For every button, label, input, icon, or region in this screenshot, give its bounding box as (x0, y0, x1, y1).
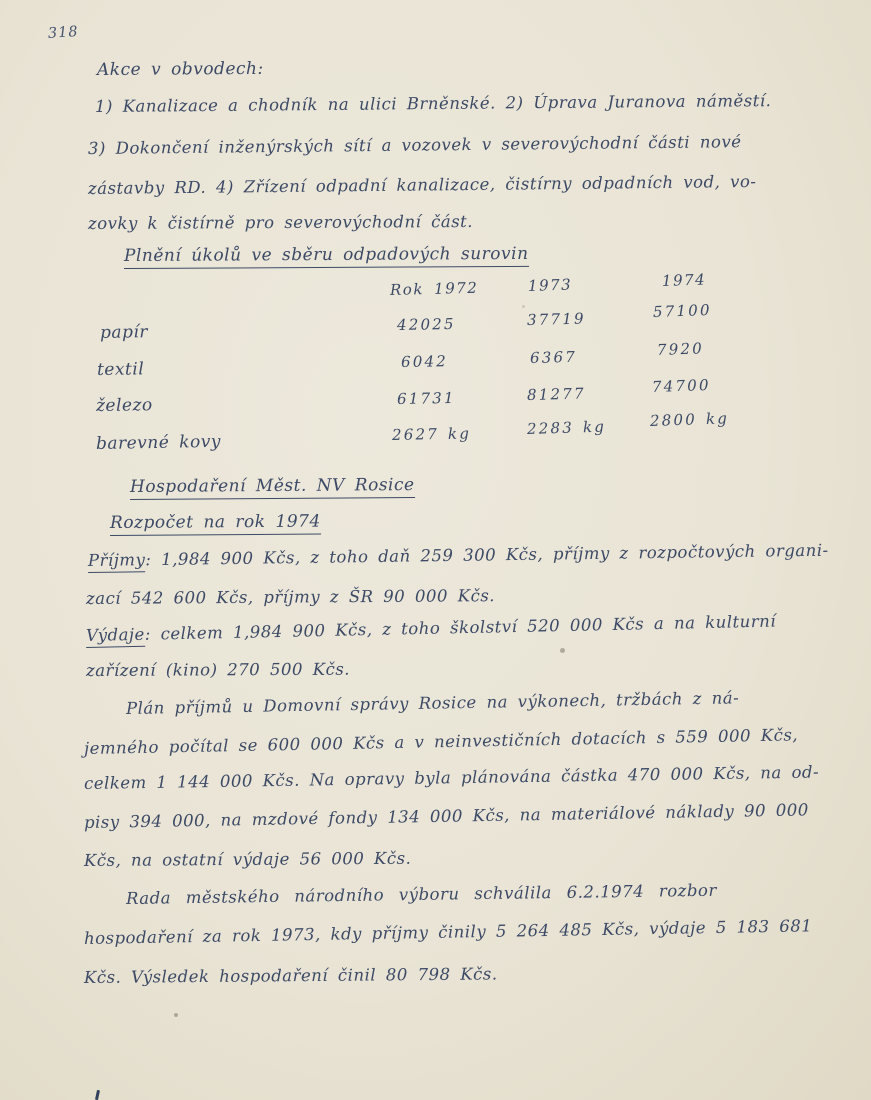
akce-line-3: zástavby RD. 4) Zřízení odpadní kanalizace, čistírny odpadních vod, vo- (87, 172, 757, 198)
table-cell: 57100 (652, 300, 712, 321)
table-cell: 2800 kg (649, 409, 730, 430)
table-row-label-barevne-kovy: barevné kovy (95, 431, 222, 454)
prijmy-label: Příjmy (88, 550, 146, 573)
ink-mark (95, 1090, 100, 1100)
plan-line-1: Plán příjmů u Domovní správy Rosice na výkonech, tržbách z ná- (125, 688, 740, 718)
table-cell: 37719 (526, 309, 586, 329)
rozpocet-subheading: Rozpočet na rok 1974 (110, 512, 321, 536)
prijmy-line-2: zací 542 600 Kčs, příjmy z ŠR 90 000 Kčs. (85, 586, 496, 608)
plan-line-2: jemného počítal se 600 000 Kčs a v neinvestičních dotacích s 559 000 Kčs, (83, 725, 799, 758)
hospodareni-heading: Hospodaření Měst. NV Rosice (130, 475, 415, 500)
akce-line-2: 3) Dokončení inženýrských sítí a vozovek v severovýchodní části nové (87, 132, 742, 158)
table-cell: 2283 kg (526, 417, 607, 438)
table-cell: 74700 (651, 375, 711, 396)
table-row-label-textil: textil (96, 359, 145, 380)
akce-line-4: zovky k čistírně pro severovýchodní část. (87, 211, 474, 233)
table-row-label-zelezo: železo (95, 395, 153, 416)
plan-line-5: Kčs, na ostatní výdaje 56 000 Kčs. (83, 848, 412, 870)
table-cell: 7920 (656, 339, 705, 359)
table-col-1974: 1974 (661, 270, 707, 290)
table-col-1972: Rok 1972 (389, 278, 479, 299)
akce-heading: Akce v obvodech: (96, 58, 264, 80)
rada-line-2: hospodaření za rok 1973, kdy příjmy činily 5 264 485 Kčs, výdaje 5 183 681 (83, 916, 813, 948)
plan-line-3: celkem 1 144 000 Kčs. Na opravy byla plánována částka 470 000 Kčs, na od- (83, 762, 820, 793)
table-title: Plnění úkolů ve sběru odpadových surovin (124, 244, 529, 269)
table-cell: 6367 (529, 347, 578, 367)
paper-speck (174, 1013, 178, 1017)
paper-speck (522, 305, 525, 308)
table-cell: 42025 (396, 314, 456, 334)
table-cell: 81277 (526, 384, 586, 404)
rada-line-1: Rada městského národního výboru schválila 6.2.1974 rozbor (125, 880, 717, 908)
rada-line-3: Kčs. Výsledek hospodaření činil 80 798 Kčs. (83, 964, 498, 987)
vydaje-label: Výdaje (86, 625, 145, 648)
prijmy-line-1: Příjmy: 1,984 900 Kčs, z toho daň 259 300 Kčs, příjmy z rozpočtových organi- (88, 541, 829, 573)
table-cell: 2627 kg (391, 424, 472, 444)
table-col-1973: 1973 (527, 275, 573, 295)
akce-line-1: 1) Kanalizace a chodník na ulici Brněnské. 2) Úprava Juranova náměstí. (94, 91, 772, 116)
table-cell: 61731 (396, 388, 456, 408)
vydaje-line-1: Výdaje: celkem 1,984 900 Kčs, z toho školství 520 000 Kčs a na kulturní (86, 612, 777, 648)
plan-line-4: pisy 394 000, na mzdové fondy 134 000 Kčs, na materiálové náklady 90 000 (83, 800, 809, 832)
vydaje-line-2: zařízení (kino) 270 500 Kčs. (85, 659, 351, 680)
table-cell: 6042 (400, 352, 449, 371)
page-number: 318 (47, 23, 80, 42)
table-row-label-papir: papír (99, 322, 149, 343)
paper-speck (560, 648, 565, 653)
